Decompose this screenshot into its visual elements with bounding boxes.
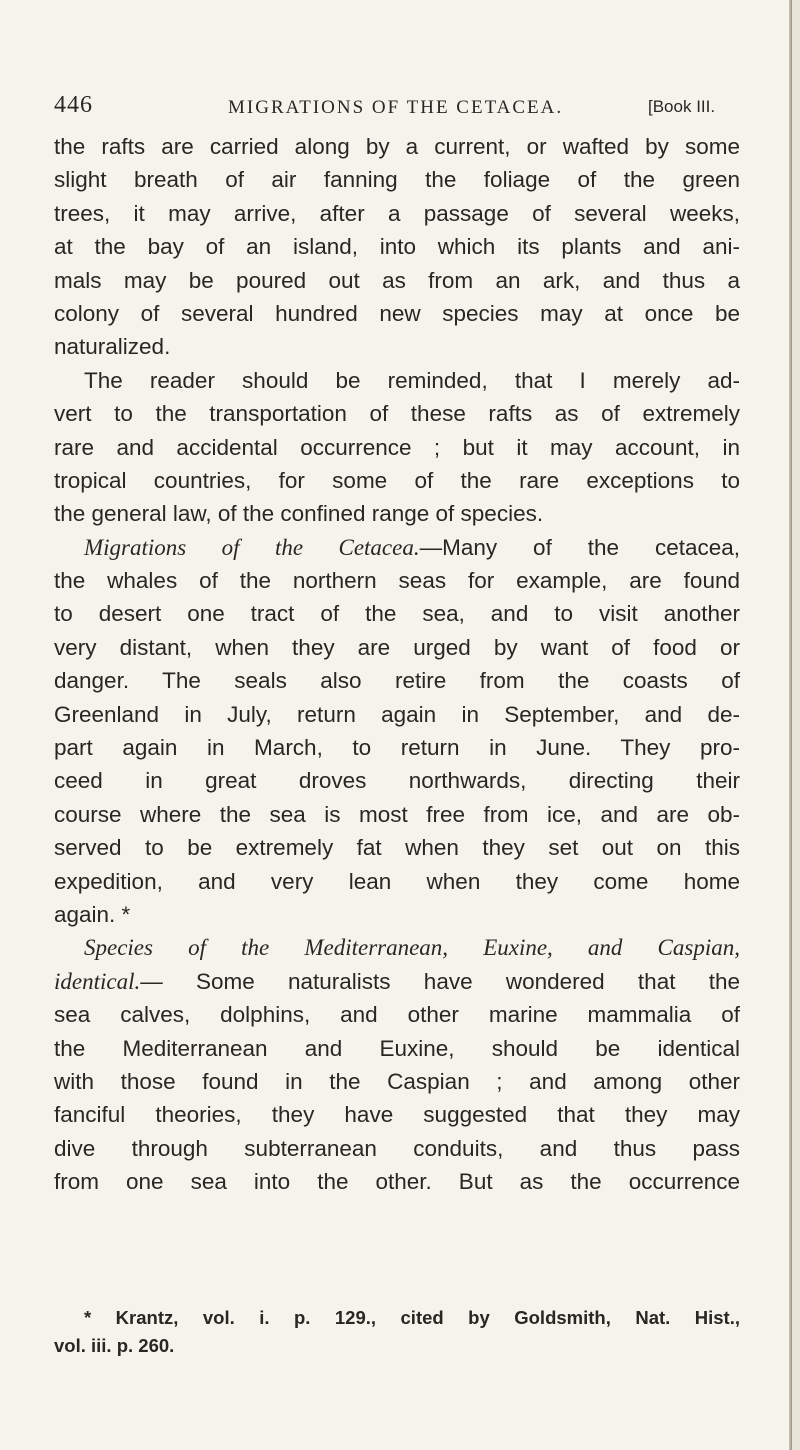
text-line: Greenland in July, return again in September, and de- xyxy=(54,701,740,727)
running-title: MIGRATIONS OF THE CETACEA. xyxy=(228,97,564,118)
text-line: vert to the transportation of these rafts as of extremely xyxy=(54,401,740,427)
text-line: naturalized. xyxy=(54,334,171,360)
text-line: very distant, when they are urged by want of food or xyxy=(54,634,740,660)
page-number: 446 xyxy=(54,92,93,118)
text-line: course where the sea is most free from ice, and are ob- xyxy=(54,801,740,827)
footnote xyxy=(54,1304,740,1360)
text-line: expedition, and very lean when they come home xyxy=(54,868,740,894)
text-line: to desert one tract of the sea, and to visit another xyxy=(54,601,740,627)
section-heading-italic: identical. xyxy=(54,968,141,994)
text-line: part again in March, to return in June. They pro- xyxy=(54,735,740,761)
text-line: tropical countries, for some of the rare exceptions to xyxy=(54,467,740,493)
section-heading-line xyxy=(54,965,740,998)
section-heading-italic: Migrations of the Cetacea. xyxy=(84,534,420,560)
text-line: again. * xyxy=(54,901,131,927)
text-line: the general law, of the confined range of species. xyxy=(54,501,544,527)
text-line: slight breath of air fanning the foliage of the green xyxy=(54,167,740,193)
text-line: trees, it may arrive, after a passage of several weeks, xyxy=(54,200,740,226)
text-line: The reader should be reminded, that I merely ad- xyxy=(84,367,740,393)
body-text xyxy=(54,130,740,1199)
text-line: mals may be poured out as from an ark, and thus a xyxy=(54,267,740,293)
section-heading-rest: —Many of the cetacea, xyxy=(419,534,741,560)
text-line: sea calves, dolphins, and other marine mammalia of xyxy=(54,1002,740,1028)
text-line: from one sea into the other. But as the occurrence xyxy=(54,1169,740,1195)
text-line: ceed in great droves northwards, directing their xyxy=(54,768,740,794)
text-line: the Mediterranean and Euxine, should be identical xyxy=(54,1035,740,1061)
text-line: colony of several hundred new species may at once be xyxy=(54,300,740,326)
section-heading-line xyxy=(54,531,740,564)
page-edge-shadow xyxy=(792,0,800,1450)
footnote-line: * Krantz, vol. i. p. 129., cited by Goldsmith, Nat. Hist., xyxy=(84,1307,740,1328)
text-line: at the bay of an island, into which its plants and ani- xyxy=(54,234,740,260)
page-edge xyxy=(789,0,792,1450)
text-line: fanciful theories, they have suggested that they may xyxy=(54,1102,740,1128)
section-heading-italic: Species of the Mediterranean, Euxine, and Caspian, xyxy=(84,935,740,961)
text-line: rare and accidental occurrence ; but it may account, in xyxy=(54,434,740,460)
text-line: danger. The seals also retire from the coasts of xyxy=(54,668,740,694)
text-line: dive through subterranean conduits, and thus pass xyxy=(54,1135,740,1161)
text-line: served to be extremely fat when they set out on this xyxy=(54,835,740,861)
text-line: the whales of the northern seas for example, are found xyxy=(54,568,740,594)
text-line: the rafts are carried along by a current, or wafted by some xyxy=(54,134,740,159)
running-header xyxy=(54,92,754,122)
text-line: with those found in the Caspian ; and among other xyxy=(54,1068,740,1094)
section-heading-rest: — Some naturalists have wondered that the xyxy=(140,968,740,994)
footnote-line: vol. iii. p. 260. xyxy=(54,1335,175,1356)
book-reference: [Book III. xyxy=(648,97,716,116)
section-heading-line xyxy=(54,931,740,964)
